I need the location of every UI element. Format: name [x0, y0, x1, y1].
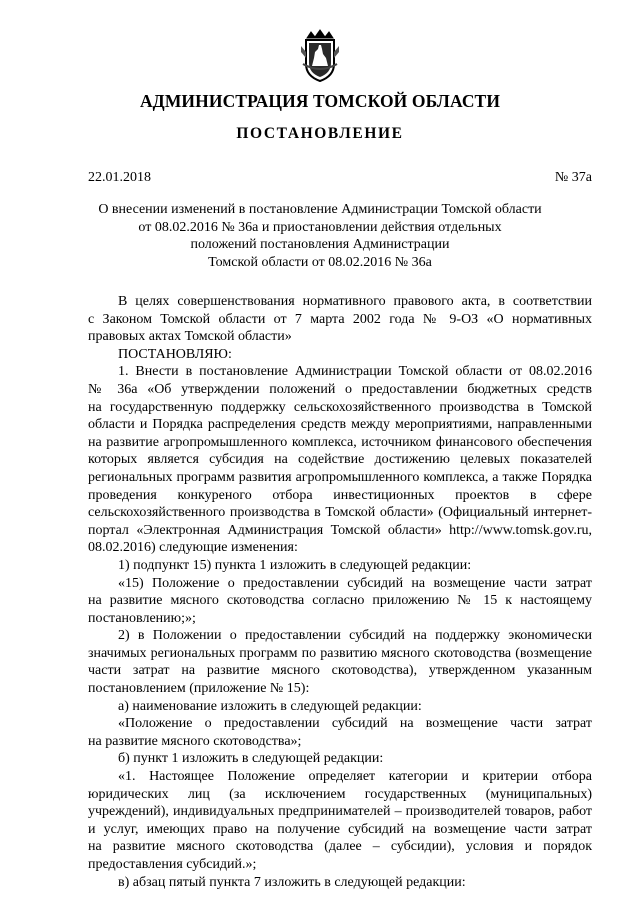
body-line: постановлением (приложение № 15): — [88, 681, 310, 697]
body-line: на развитие мясного скотоводства (далее – субсидии), условия и порядок — [88, 839, 592, 855]
body-line: портал «Электронная Администрация Томской области» http://www.tomsk.gov.ru, — [88, 522, 592, 538]
organization-title: АДМИНИСТРАЦИЯ ТОМСКОЙ ОБЛАСТИ — [139, 91, 501, 111]
body-line: 08.02.2016) следующие изменения: — [88, 540, 298, 556]
document-date: 22.01.2018 — [88, 170, 151, 185]
document-subject — [0, 201, 640, 271]
body-line: 1. Внести в постановление Администрации Томской области от 08.02.2016 — [118, 364, 592, 380]
tomsk-coat-of-arms-icon — [298, 28, 342, 82]
body-line: проведения конкуреного отбора инвестиционных проектов в сфере — [88, 487, 592, 503]
body-line: предоставления субсидий.»; — [88, 857, 257, 872]
body-line: на государственную поддержку сельскохозяйственного производства в Томской — [88, 399, 592, 415]
subject-line: Томской области от 08.02.2016 № 36а — [208, 254, 432, 270]
body-line: на развитие мясного скотоводства согласно приложению № 15 к настоящему — [88, 593, 592, 609]
body-line: а) наименование изложить в следующей редакции: — [118, 698, 422, 714]
body-line: с Законом Томской области от 7 марта 2002 года № 9-ОЗ «О нормативных — [88, 311, 592, 327]
body-line: В целях совершенствования нормативного правового акта, в соответствии — [118, 294, 592, 309]
body-line: № 36а «Об утверждении положений о предоставлении бюджетных средств — [88, 381, 592, 397]
body-line: «1. Настоящее Положение определяет категории и критерии отбора — [118, 769, 592, 785]
body-line: значимых региональных программ по развитию мясного скотоводства (возмещение — [88, 645, 592, 661]
body-line: которых является субсидия на содействие достижению целевых показателей — [88, 452, 592, 468]
body-line: «15) Положение о предоставлении субсидий на возмещение части затрат — [118, 575, 592, 591]
body-line: области и Порядка распределения средств между мероприятиями, направленными — [88, 417, 592, 433]
body-line: ПОСТАНОВЛЯЮ: — [118, 346, 232, 362]
document-number: № 37а — [554, 170, 592, 185]
subject-line: О внесении изменений в постановление Администрации Томской области — [98, 202, 542, 217]
subject-line: от 08.02.2016 № 36а и приостановлении действия отдельных — [138, 219, 502, 235]
body-line: правовых актах Томской области» — [88, 329, 292, 345]
body-line: региональных программ развития агропромышленного комплекса, а также Порядка — [88, 469, 592, 485]
body-line: на развитие агропромышленного комплекса, источником финансового обеспечения — [88, 434, 592, 450]
body-line: на развитие мясного скотоводства»; — [88, 733, 302, 749]
body-line: б) пункт 1 изложить в следующей редакции: — [118, 751, 384, 767]
body-line: и услуг, имеющих право на получение субсидий на возмещение части затрат — [88, 821, 592, 837]
body-line: части затрат на развитие мясного скотоводства), утвержденном указанным — [88, 663, 592, 679]
document-type-heading: ПОСТАНОВЛЕНИЕ — [236, 125, 404, 142]
body-line: в) абзац пятый пункта 7 изложить в следующей редакции: — [118, 874, 466, 890]
body-line: учреждений), индивидуальных предпринимателей – производителей товаров, работ — [88, 804, 592, 820]
body-line: сельскохозяйственного производства в Томской области» (Официальный интернет- — [88, 505, 592, 521]
body-line: 2) в Положении о предоставлении субсидий на поддержку экономически — [118, 628, 592, 644]
body-line: постановлению;»; — [88, 610, 196, 626]
body-line: юридических лиц (за исключением государственных (муниципальных) — [88, 786, 592, 802]
document-body — [88, 293, 592, 891]
body-line: 1) подпункт 15) пункта 1 изложить в следующей редакции: — [118, 557, 472, 573]
subject-line: положений постановления Администрации — [190, 237, 450, 253]
body-line: «Положение о предоставлении субсидий на возмещение части затрат — [118, 716, 592, 732]
